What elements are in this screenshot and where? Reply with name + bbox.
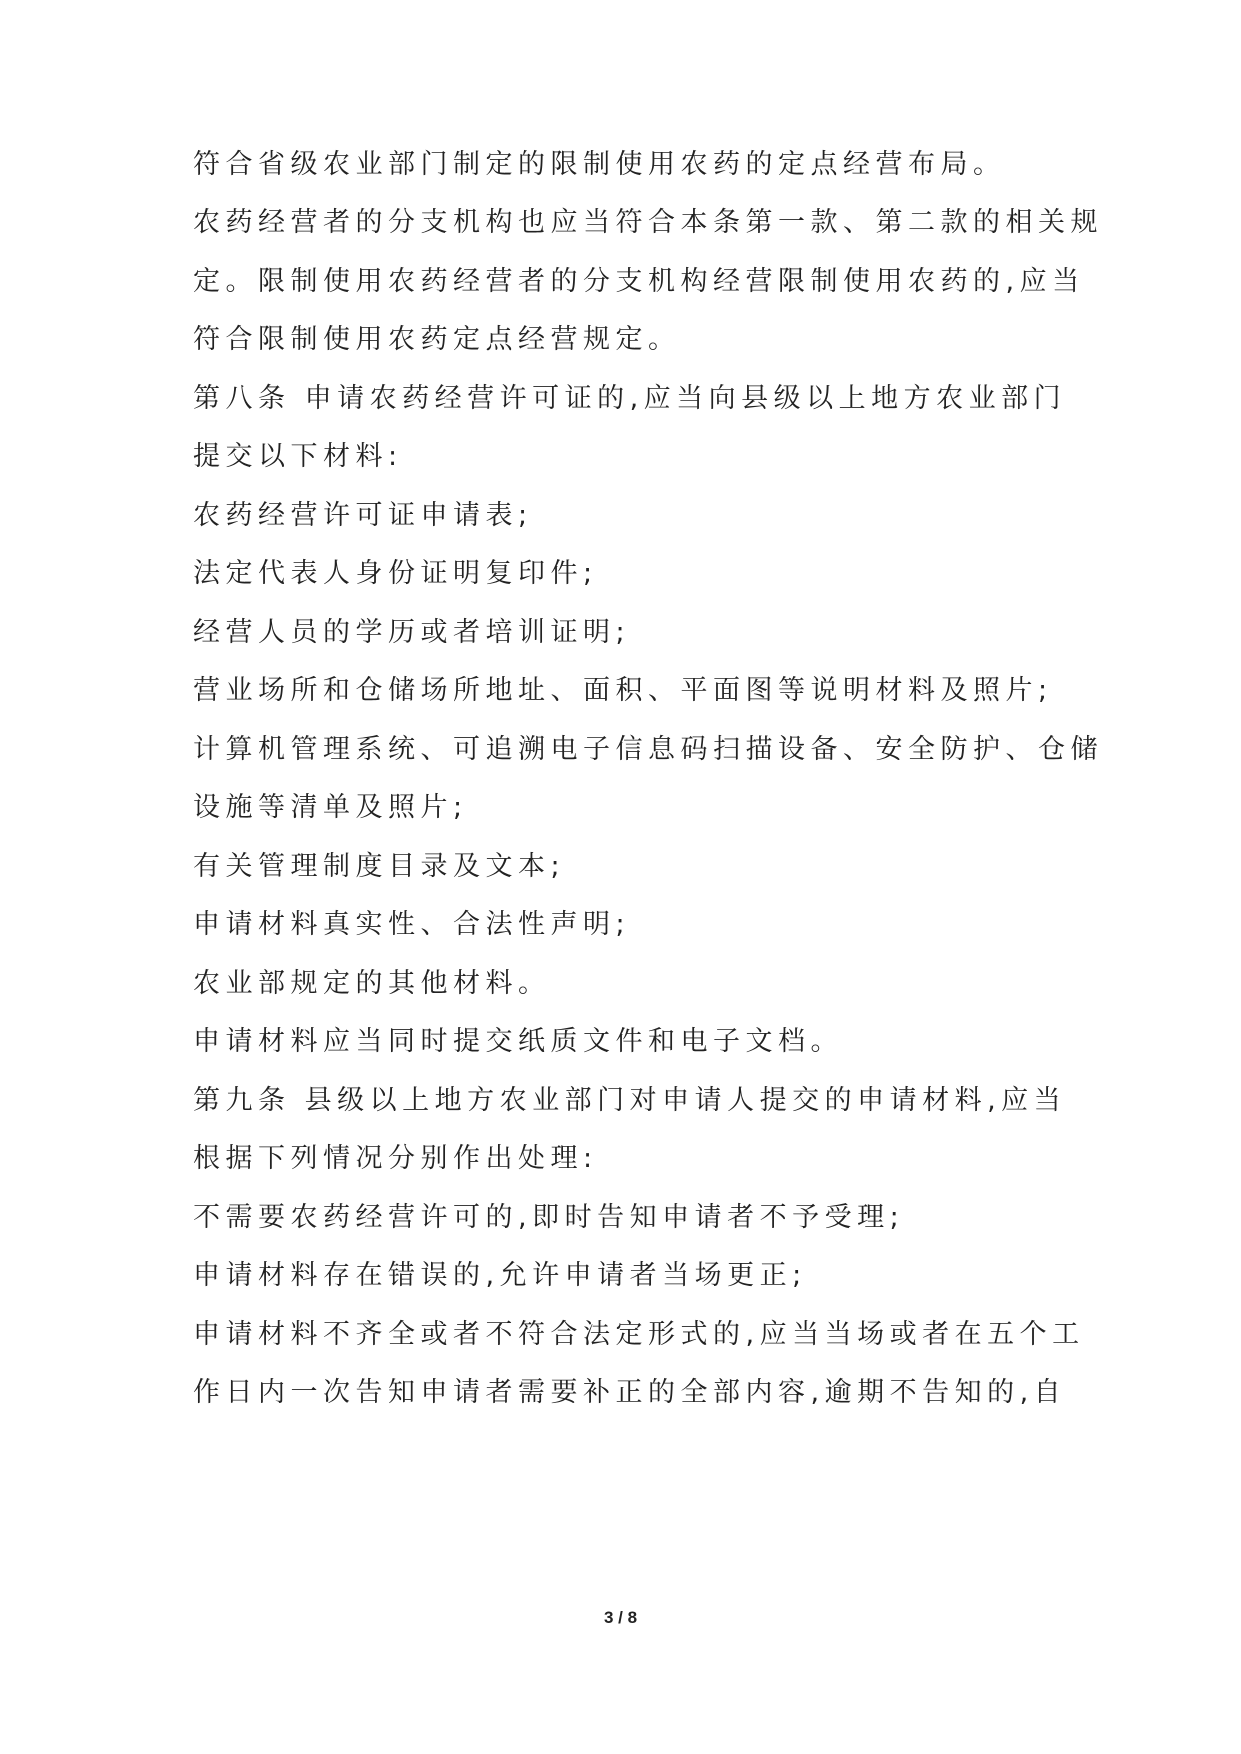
text-line: 申请材料真实性、合法性声明; xyxy=(193,909,631,940)
text-line: 第九条 县级以上地方农业部门对申请人提交的申请材料,应当 xyxy=(193,1085,1067,1116)
text-line: 农药经营者的分支机构也应当符合本条第一款、第二款的相关规 xyxy=(193,207,1103,238)
text-line: 申请材料不齐全或者不符合法定形式的,应当当场或者在五个工 xyxy=(193,1319,1085,1350)
text-line: 有关管理制度目录及文本; xyxy=(193,851,566,882)
text-line: 符合限制使用农药定点经营规定。 xyxy=(193,324,681,355)
text-line: 农业部规定的其他材料。 xyxy=(193,968,551,999)
text-line: 农药经营许可证申请表; xyxy=(193,500,533,531)
text-line: 法定代表人身份证明复印件; xyxy=(193,558,598,589)
text-line: 申请材料存在错误的,允许申请者当场更正; xyxy=(193,1260,807,1291)
text-line: 不需要农药经营许可的,即时告知申请者不予受理; xyxy=(193,1202,905,1233)
text-line: 第八条 申请农药经营许可证的,应当向县级以上地方农业部门 xyxy=(193,383,1067,414)
text-line: 定。限制使用农药经营者的分支机构经营限制使用农药的,应当 xyxy=(193,266,1085,297)
text-line: 计算机管理系统、可追溯电子信息码扫描设备、安全防护、仓储 xyxy=(193,734,1103,765)
page-number: 3 / 8 xyxy=(603,1608,638,1627)
text-line: 申请材料应当同时提交纸质文件和电子文档。 xyxy=(193,1026,843,1057)
text-line: 营业场所和仓储场所地址、面积、平面图等说明材料及照片; xyxy=(193,675,1053,706)
text-line: 经营人员的学历或者培训证明; xyxy=(193,617,631,648)
text-line: 根据下列情况分别作出处理: xyxy=(193,1143,598,1174)
text-line: 设施等清单及照片; xyxy=(193,792,468,823)
text-line: 提交以下材料: xyxy=(193,441,403,472)
text-line: 作日内一次告知申请者需要补正的全部内容,逾期不告知的,自 xyxy=(193,1377,1067,1408)
text-line: 符合省级农业部门制定的限制使用农药的定点经营布局。 xyxy=(193,149,1006,180)
